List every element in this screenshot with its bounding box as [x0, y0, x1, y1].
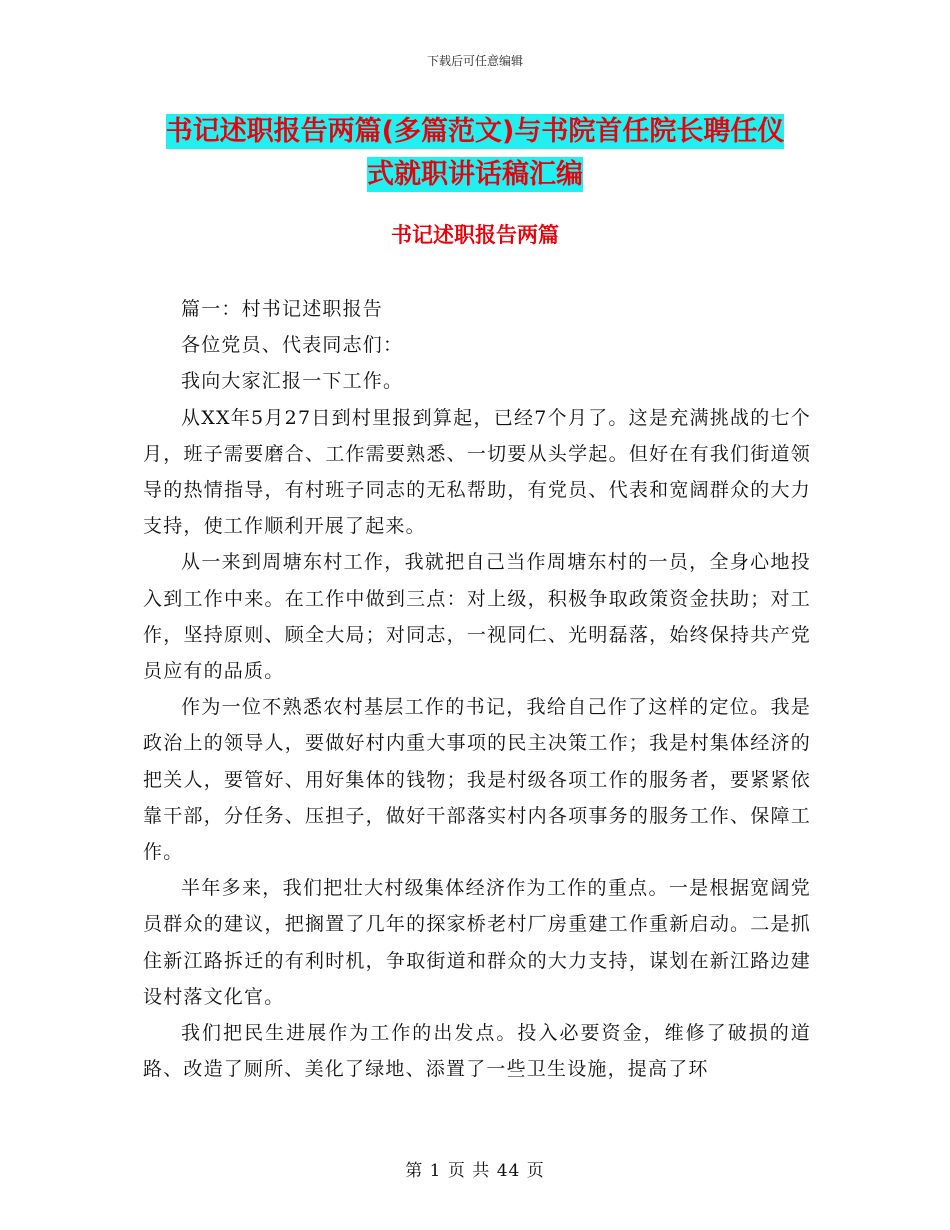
paragraph-heading: 篇一：村书记述职报告 [181, 298, 384, 320]
paragraph-intro: 我向大家汇报一下工作。 [181, 370, 404, 393]
header-note: 下载后可任意编辑 [426, 54, 523, 68]
page-number-footer: 第 1 页 共 44 页 [405, 1161, 545, 1181]
paragraph: 半年多来，我们把壮大村级集体经济作为工作的重点。一是根据宽阔党员群众的建议，把搁置了几年的探家桥老村厂房重建工作重新启动。二是抓住新江路拆迁的有利时机，争取街道和群众的大力支持，谋划在新江路边建设村落文化官。 [143, 877, 811, 1008]
paragraph: 作为一位不熟悉农村基层工作的书记，我给自己作了这样的定位。我是政治上的领导人，要做好村内重大事项的民主决策工作；我是村集体经济的把关人，要管好、用好集体的钱物；我是村级各项工作的服务者，要紧紧依靠干部，分任务、压担子，做好干部落实村内各项事务的服务工作、保障工作。 [143, 696, 811, 864]
document-title-line-1: 书记述职报告两篇(多篇范文)与书院首任院长聘任仪 [165, 116, 785, 147]
document-title-line-2: 式就职讲话稿汇编 [367, 159, 583, 190]
section-title: 书记述职报告两篇 [391, 223, 559, 247]
paragraph: 从一来到周塘东村工作，我就把自己当作周塘东村的一员，全身心地投入到工作中来。在工作中做到三点：对上级，积极争取政策资金扶助；对工作，坚持原则、顾全大局；对同志，一视同仁、光明磊落，始终保持共产党员应有的品质。 [143, 551, 811, 683]
paragraph-greeting: 各位党员、代表同志们： [181, 334, 404, 357]
document-title [0, 110, 950, 196]
document-body [143, 291, 811, 1087]
paragraph: 从XX年5月27日到村里报到算起，已经7个月了。这是充满挑战的七个月，班子需要磨合、工作需要熟悉、一切要从头学起。但好在有我们街道领导的热情指导，有村班子同志的无私帮助，有党员、代表和宽阔群众的大力支持，使工作顺利开展了起来。 [143, 406, 811, 538]
paragraph: 我们把民生进展作为工作的出发点。投入必要资金，维修了破损的道路、改造了厕所、美化了绿地、添置了一些卫生设施，提高了环 [143, 1022, 811, 1081]
